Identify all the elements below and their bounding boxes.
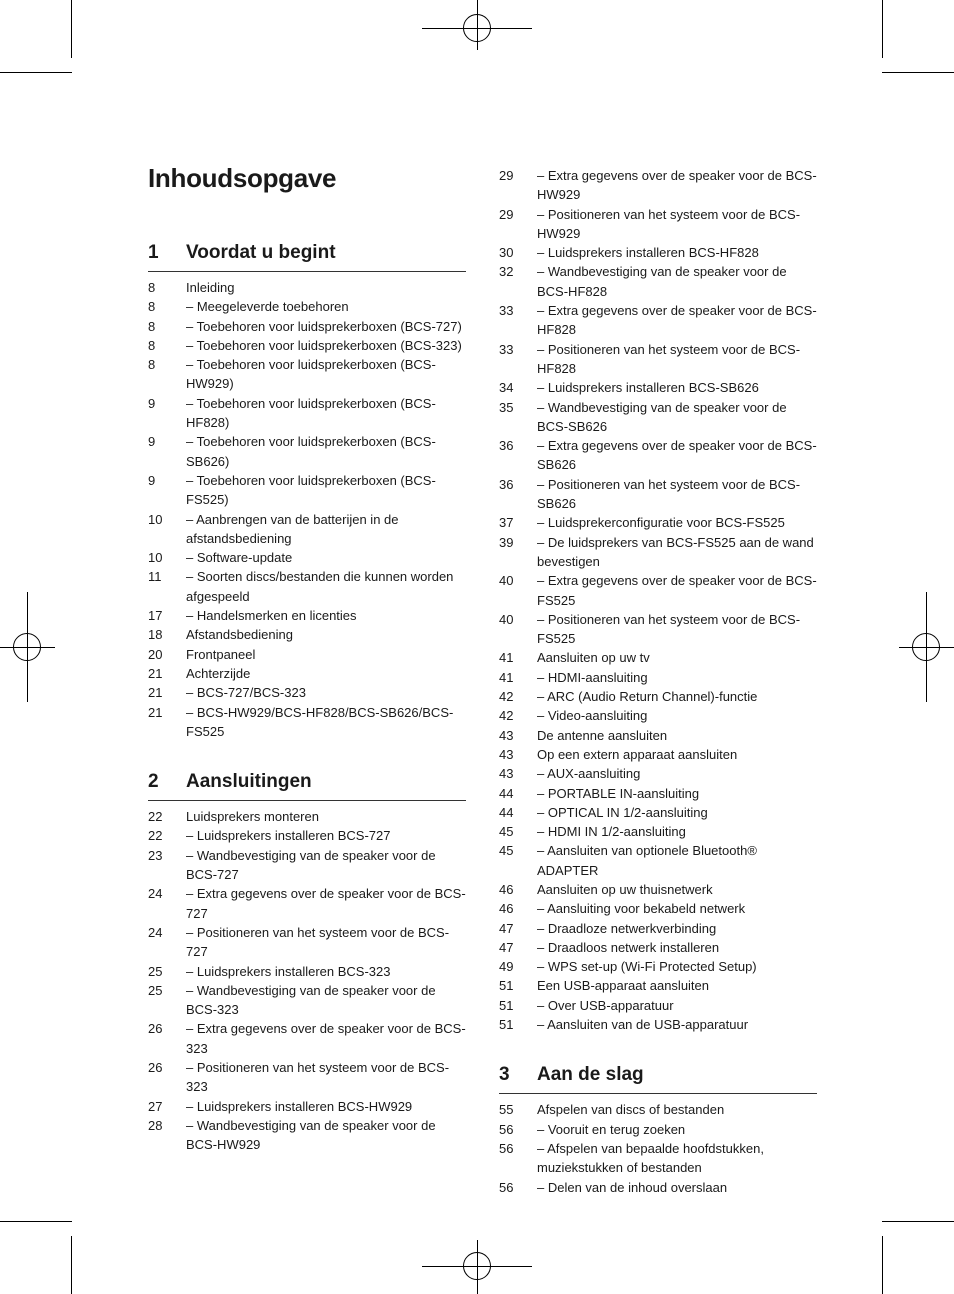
toc-entry[interactable] [148, 1097, 466, 1116]
toc-entry-text: – Software-update [186, 550, 293, 566]
toc-entry[interactable] [148, 1019, 466, 1058]
toc-entry-text: – Draadloos netwerk installeren [537, 939, 720, 955]
toc-page-number: 29 [499, 206, 514, 222]
toc-page-number: 21 [148, 665, 163, 681]
toc-entry[interactable] [148, 981, 466, 1020]
toc-entry-text: – Luidsprekers installeren BCS-727 [186, 828, 391, 844]
toc-entry[interactable] [148, 606, 466, 625]
section-title: Aan de slag [537, 1064, 644, 1086]
toc-page-number: 55 [499, 1102, 514, 1118]
section-title: Aansluitingen [186, 771, 312, 793]
toc-section [148, 771, 466, 1154]
page-title: Inhoudsopgave [148, 163, 337, 193]
toc-entry-text: – Positioneren van het systeem voor de BCS-HW929 [537, 206, 801, 241]
toc-entry-text: – Meegeleverde toebehoren [186, 299, 349, 315]
toc-page-number: 41 [499, 669, 514, 685]
toc-right-column [499, 166, 817, 1227]
toc-page-number: 9 [148, 472, 156, 488]
toc-entry-text: – Extra gegevens over de speaker voor de BCS-FS525 [537, 573, 817, 608]
toc-entry[interactable] [499, 205, 817, 244]
toc-entry-text: – Positioneren van het systeem voor de BCS-SB626 [537, 476, 801, 512]
toc-page-number: 51 [499, 1017, 514, 1033]
toc-entry[interactable] [148, 645, 466, 664]
toc-entry-text: – Aansluiten van de USB-apparatuur [537, 1017, 749, 1033]
toc-entry-text: Een USB-apparaat aansluiten [537, 978, 710, 994]
toc-page-number: 32 [499, 264, 514, 280]
toc-entry-text: Achterzijde [186, 665, 251, 681]
toc-entry[interactable] [148, 471, 466, 510]
toc-entry-text: – Positioneren van het systeem voor de BCS-727 [186, 924, 450, 960]
toc-page-number: 10 [148, 511, 163, 527]
toc-page-number: 24 [148, 886, 163, 902]
toc-entry-text: – Positioneren van het systeem voor de BCS-HF828 [537, 341, 801, 376]
toc-page-number: 40 [499, 573, 514, 589]
toc-entry-text: – HDMI IN 1/2-aansluiting [537, 824, 686, 840]
toc-entry-text: – Extra gegevens over de speaker voor de BCS-323 [186, 1021, 466, 1056]
toc-entry[interactable] [499, 784, 817, 803]
toc-entry-text: – Toebehoren voor luidsprekerboxen (BCS-HW929) [186, 357, 436, 392]
toc-entry-text: – Wandbevestiging van de speaker voor de BCS-727 [186, 847, 436, 883]
toc-entry[interactable] [499, 610, 817, 649]
toc-page-number: 46 [499, 901, 514, 917]
toc-page-number: 11 [148, 569, 162, 585]
toc-entry-text: – BCS-HW929/BCS-HF828/BCS-SB626/BCS-FS525 [186, 704, 454, 739]
toc-entry[interactable] [499, 919, 817, 938]
toc-page-number: 46 [499, 881, 514, 897]
toc-entry-text: – Draadloze netwerkverbinding [537, 920, 717, 936]
toc-page-number: 40 [499, 611, 514, 627]
toc-page-number: 39 [499, 534, 514, 550]
toc-page-number: 24 [148, 924, 163, 940]
toc-entry[interactable] [499, 668, 817, 687]
toc-page-number: 8 [148, 357, 156, 373]
toc-entry-text: – HDMI-aansluiting [537, 669, 648, 685]
toc-entry-text: – Luidsprekerconfiguratie voor BCS-FS525 [537, 515, 785, 531]
toc-entry[interactable] [499, 1015, 817, 1034]
toc-entry[interactable] [148, 355, 466, 394]
toc-page-number: 47 [499, 939, 514, 955]
toc-entry-text: – Over USB-apparatuur [537, 997, 674, 1013]
toc-entry[interactable] [148, 703, 466, 742]
toc-page-number: 20 [148, 646, 163, 662]
toc-page-number: 51 [499, 997, 514, 1013]
toc-entry[interactable] [148, 664, 466, 683]
toc-entry-text: – Wandbevestiging van de speaker voor de BCS-323 [186, 982, 436, 1018]
toc-page-number: 44 [499, 804, 514, 820]
toc-entry[interactable] [499, 841, 817, 880]
toc-entry-text: Inleiding [186, 280, 235, 295]
toc-page-number: 22 [148, 809, 163, 825]
toc-page-number: 36 [499, 438, 514, 454]
toc-entry[interactable] [499, 378, 817, 397]
toc-entry-text: Op een extern apparaat aansluiten [537, 746, 738, 762]
toc-entry-text: – De luidsprekers van BCS-FS525 aan de wand bevestigen [537, 534, 814, 569]
toc-entry[interactable] [148, 807, 466, 826]
section-heading[interactable] [148, 771, 466, 801]
toc-page-number: 51 [499, 978, 514, 994]
toc-entry-text: Aansluiten op uw thuisnetwerk [537, 881, 713, 897]
section-heading[interactable] [499, 1064, 817, 1094]
toc-entry[interactable] [148, 548, 466, 567]
toc-entry[interactable] [148, 1116, 466, 1155]
toc-entry[interactable] [499, 687, 817, 706]
toc-page-number: 42 [499, 689, 514, 705]
toc-entry-text: – Toebehoren voor luidsprekerboxen (BCS-FS525) [186, 472, 436, 508]
toc-entry[interactable] [499, 301, 817, 340]
toc-page-number: 28 [148, 1117, 163, 1133]
toc-entry[interactable] [499, 764, 817, 783]
toc-page-number: 17 [148, 608, 163, 624]
section-title: Voordat u begint [186, 242, 336, 263]
toc-section [499, 1064, 817, 1196]
toc-entry-text: Afspelen van discs of bestanden [537, 1102, 725, 1118]
toc-entry-text: Frontpaneel [186, 646, 256, 662]
toc-page-number: 8 [148, 337, 156, 353]
toc-page-number: 22 [148, 828, 163, 844]
toc-entry-text: – Vooruit en terug zoeken [537, 1121, 686, 1137]
toc-page-number: 33 [499, 303, 514, 319]
toc-page-number: 33 [499, 341, 514, 357]
toc-entry[interactable] [499, 726, 817, 745]
toc-entry[interactable] [499, 533, 817, 572]
toc-page-number: 29 [499, 168, 514, 183]
toc-page-number: 41 [499, 650, 514, 666]
toc-page-number: 56 [499, 1121, 514, 1137]
toc-entry[interactable] [148, 923, 466, 962]
toc-page-number: 26 [148, 1059, 163, 1075]
toc-entry[interactable] [148, 826, 466, 845]
toc-entry[interactable] [148, 1058, 466, 1097]
toc-entry[interactable] [499, 976, 817, 995]
toc-page-number: 9 [148, 395, 156, 411]
toc-page-number: 45 [499, 843, 514, 859]
toc-page-number: 21 [148, 704, 163, 720]
toc-page-number: 56 [499, 1140, 514, 1156]
toc-entry-text: – Extra gegevens over de speaker voor de BCS-727 [186, 886, 466, 921]
toc-entry[interactable] [499, 745, 817, 764]
toc-entry-text: – Luidsprekers installeren BCS-SB626 [537, 380, 759, 396]
toc-page-number: 56 [499, 1179, 514, 1195]
toc-entry-text: Aansluiten op uw tv [537, 650, 650, 666]
toc-page-number: 9 [148, 434, 156, 450]
toc-entry-text: – Video-aansluiting [537, 708, 648, 724]
toc-entry-text: De antenne aansluiten [537, 727, 668, 743]
toc-entry[interactable] [499, 822, 817, 841]
toc-entry[interactable] [148, 846, 466, 885]
toc-entry[interactable] [499, 938, 817, 957]
toc-entry[interactable] [499, 899, 817, 918]
toc-page-number: 30 [499, 245, 514, 261]
toc-entry-text: Afstandsbediening [186, 627, 293, 643]
toc-left-column [148, 242, 466, 1184]
toc-entry[interactable] [148, 394, 466, 433]
toc-entry[interactable] [148, 432, 466, 471]
section-number: 2 [148, 771, 159, 793]
toc-entry[interactable] [148, 962, 466, 981]
toc-entry[interactable] [499, 1178, 817, 1197]
toc-section [148, 242, 466, 741]
toc-entry[interactable] [499, 262, 817, 301]
section-number: 3 [499, 1064, 510, 1086]
toc-entry-text: – Positioneren van het systeem voor de BCS-FS525 [537, 611, 801, 647]
toc-continued-entries [499, 166, 817, 1034]
toc-entry-text: – Handelsmerken en licenties [186, 608, 357, 624]
toc-entry[interactable] [499, 803, 817, 822]
toc-page-number: 36 [499, 476, 514, 492]
toc-page-number: 8 [148, 318, 156, 334]
toc-page-number: 42 [499, 708, 514, 724]
toc-entry[interactable] [499, 880, 817, 899]
toc-entry[interactable] [499, 1139, 817, 1178]
toc-entry[interactable] [499, 1100, 817, 1119]
toc-entry-text: – Toebehoren voor luidsprekerboxen (BCS-323) [186, 337, 462, 353]
toc-entry-text: – PORTABLE IN-aansluiting [537, 785, 700, 801]
toc-entry[interactable] [499, 398, 817, 437]
toc-page-number: 8 [148, 280, 156, 295]
toc-page-number: 25 [148, 982, 163, 998]
toc-entry-text: – Extra gegevens over de speaker voor de BCS-SB626 [537, 438, 817, 473]
toc-entry-text: – Wandbevestiging van de speaker voor de BCS-HW929 [186, 1117, 436, 1153]
toc-page-number: 26 [148, 1021, 163, 1037]
toc-entry-text: – Luidsprekers installeren BCS-HF828 [537, 245, 759, 261]
toc-entry-text: – Delen van de inhoud overslaan [537, 1179, 728, 1195]
toc-entry[interactable] [148, 336, 466, 355]
toc-page-number: 47 [499, 920, 514, 936]
toc-entry-text: – OPTICAL IN 1/2-aansluiting [537, 804, 708, 820]
toc-entry-text: – Aanbrengen van de batterijen in de afstandsbediening [186, 511, 399, 546]
toc-entry[interactable] [499, 996, 817, 1015]
toc-page-number: 37 [499, 515, 514, 531]
toc-entry-text: – Luidsprekers installeren BCS-HW929 [186, 1098, 413, 1114]
toc-page-number: 45 [499, 824, 514, 840]
toc-entry[interactable] [499, 571, 817, 610]
toc-page-number: 34 [499, 380, 514, 396]
toc-page-number: 35 [499, 399, 514, 415]
toc-entry[interactable] [499, 166, 817, 205]
toc-entry[interactable] [148, 297, 466, 316]
toc-entry-text: – ARC (Audio Return Channel)-functie [537, 689, 758, 705]
toc-page-number: 21 [148, 685, 163, 701]
toc-entry[interactable] [148, 278, 466, 297]
toc-entry-text: – Extra gegevens over de speaker voor de BCS-HF828 [537, 303, 817, 338]
toc-entry-text: – Aansluiting voor bekabeld netwerk [537, 901, 746, 917]
toc-page-number: 44 [499, 785, 514, 801]
toc-entry[interactable] [148, 884, 466, 923]
toc-page-number: 10 [148, 550, 163, 566]
toc-entry-text: – Luidsprekers installeren BCS-323 [186, 963, 391, 979]
toc-page-number: 49 [499, 959, 514, 975]
toc-page-number: 8 [148, 299, 156, 315]
toc-entry[interactable] [499, 1120, 817, 1139]
toc-page-number: 27 [148, 1098, 163, 1114]
toc-entry-text: – Toebehoren voor luidsprekerboxen (BCS-HF828) [186, 395, 436, 431]
toc-entry[interactable] [148, 510, 466, 549]
toc-page-number: 18 [148, 627, 163, 643]
toc-entry[interactable] [499, 513, 817, 532]
toc-entry-text: – Extra gegevens over de speaker voor de BCS-HW929 [537, 168, 817, 203]
toc-entry[interactable] [148, 625, 466, 644]
toc-page-number: 25 [148, 963, 163, 979]
toc-entry-text: – Wandbevestiging van de speaker voor de BCS-HF828 [537, 264, 787, 299]
toc-entry[interactable] [148, 567, 466, 606]
toc-entry-text: – Soorten discs/bestanden die kunnen worden afgespeeld [186, 569, 454, 604]
toc-entry-text: – Positioneren van het systeem voor de BCS-323 [186, 1059, 450, 1095]
section-number: 1 [148, 242, 159, 263]
toc-entry-text: Luidsprekers monteren [186, 809, 319, 825]
toc-page-number: 43 [499, 727, 514, 743]
toc-entry-text: – AUX-aansluiting [537, 766, 641, 782]
section-heading[interactable] [148, 242, 466, 272]
toc-entry[interactable] [499, 475, 817, 514]
toc-entry-text: – Afspelen van bepaalde hoofdstukken, muziekstukken of bestanden [537, 1140, 764, 1176]
toc-entry-text: – WPS set-up (Wi-Fi Protected Setup) [537, 959, 757, 975]
toc-entry-text: – Wandbevestiging van de speaker voor de BCS-SB626 [537, 399, 787, 434]
toc-entry[interactable] [499, 436, 817, 475]
toc-entry-text: – BCS-727/BCS-323 [186, 685, 306, 701]
toc-entry[interactable] [499, 648, 817, 667]
toc-entry-text: – Aansluiten van optionele Bluetooth® ADAPTER [537, 843, 757, 878]
toc-entry[interactable] [499, 340, 817, 379]
toc-entry-text: – Toebehoren voor luidsprekerboxen (BCS-SB626) [186, 434, 436, 469]
toc-entry[interactable] [148, 317, 466, 336]
toc-page-number: 23 [148, 847, 163, 863]
toc-page-number: 43 [499, 766, 514, 782]
toc-entry-text: – Toebehoren voor luidsprekerboxen (BCS-727) [186, 318, 462, 334]
toc-entry[interactable] [499, 243, 817, 262]
toc-page-number: 43 [499, 746, 514, 762]
toc-entry[interactable] [499, 706, 817, 725]
toc-entry[interactable] [499, 957, 817, 976]
toc-entry[interactable] [148, 683, 466, 702]
